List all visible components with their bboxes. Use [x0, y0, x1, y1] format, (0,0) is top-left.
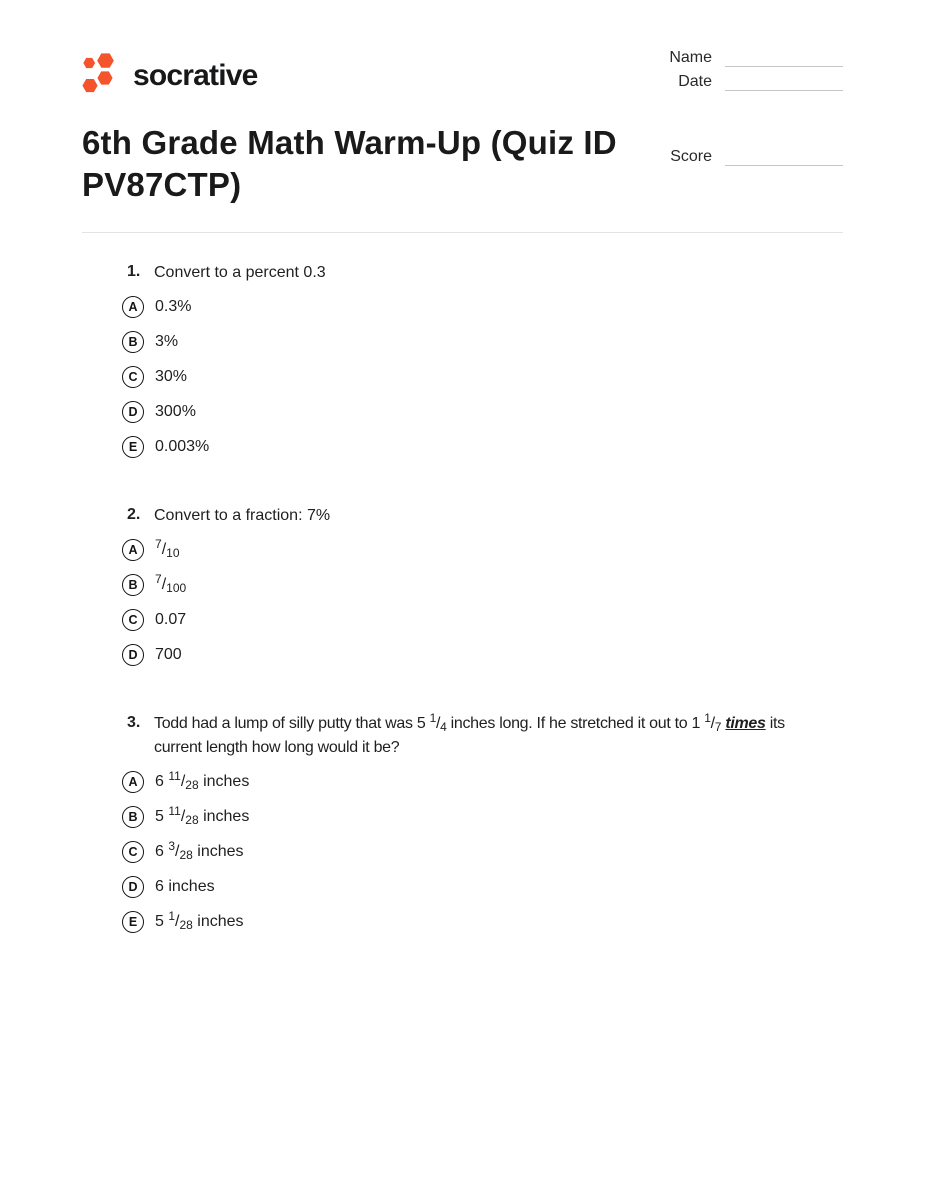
option-text: 5 $^{11}$/28 inches	[155, 804, 250, 828]
fraction: $^7$/10	[155, 537, 180, 561]
socrative-logo-icon	[82, 52, 122, 99]
option-bubble-C: C	[122, 366, 144, 388]
option-text: 700	[155, 646, 182, 664]
question-block	[122, 504, 843, 668]
answer-option	[122, 364, 843, 390]
option-text: 300%	[155, 403, 196, 421]
answer-option	[122, 874, 843, 900]
score-field	[670, 149, 843, 166]
answer-option	[122, 537, 843, 563]
name-blank-line	[725, 54, 843, 67]
answer-option	[122, 399, 843, 425]
answer-option	[122, 294, 843, 320]
question-block	[122, 712, 843, 935]
option-bubble-A: A	[122, 539, 144, 561]
option-bubble-B: B	[122, 806, 144, 828]
option-bubble-A: A	[122, 296, 144, 318]
fraction: $^{11}$/28	[168, 804, 199, 828]
answer-option	[122, 909, 843, 935]
answer-option	[122, 642, 843, 668]
question-text: Convert to a percent 0.3	[154, 264, 326, 282]
answer-option	[122, 769, 843, 795]
option-bubble-D: D	[122, 644, 144, 666]
score-field-wrap	[670, 149, 843, 173]
fraction: $^1$/4	[429, 711, 447, 735]
date-field	[678, 74, 843, 91]
option-bubble-A: A	[122, 771, 144, 793]
question-header	[127, 712, 843, 760]
name-date-fields	[669, 50, 843, 98]
name-label: Name	[669, 49, 712, 66]
answer-option	[122, 607, 843, 633]
question-number: 1.	[127, 263, 141, 281]
question-text: Todd had a lump of silly putty that was 5 $^1$/4 inches long. If he stretched it out to 1 $^1$/7 times its current length how long would it be?	[154, 711, 785, 757]
option-bubble-D: D	[122, 401, 144, 423]
date-blank-line	[725, 78, 843, 91]
date-label: Date	[678, 73, 712, 90]
question-number: 3.	[127, 714, 141, 732]
question-header	[127, 261, 843, 285]
emphasized-text: times	[725, 715, 766, 733]
fraction: $^7$/100	[155, 572, 187, 596]
fraction: $^1$/7	[704, 711, 722, 735]
option-bubble-C: C	[122, 841, 144, 863]
answer-option	[122, 329, 843, 355]
page-header	[82, 50, 843, 99]
option-text	[155, 537, 180, 561]
question-text: Convert to a fraction: 7%	[154, 507, 331, 525]
answer-option	[122, 434, 843, 460]
option-text	[155, 572, 187, 596]
option-text: 30%	[155, 368, 188, 386]
option-bubble-B: B	[122, 574, 144, 596]
fraction: $^{11}$/28	[168, 769, 199, 793]
divider	[82, 232, 843, 233]
option-text: 6 $^3$/28 inches	[155, 839, 244, 863]
fraction: $^3$/28	[168, 839, 193, 863]
brand-name: socrative	[133, 58, 258, 92]
score-label: Score	[670, 148, 712, 165]
option-bubble-C: C	[122, 609, 144, 631]
title-row	[82, 122, 843, 206]
option-text: 6 $^{11}$/28 inches	[155, 769, 250, 793]
question-header	[127, 504, 843, 528]
option-bubble-B: B	[122, 331, 144, 353]
option-bubble-D: D	[122, 876, 144, 898]
answer-option	[122, 572, 843, 598]
name-field	[669, 50, 843, 67]
option-text: 0.07	[155, 611, 187, 629]
question-block	[122, 261, 843, 460]
option-text: 0.003%	[155, 438, 210, 456]
option-bubble-E: E	[122, 436, 144, 458]
score-blank-line	[725, 153, 843, 166]
option-bubble-E: E	[122, 911, 144, 933]
option-text: 6 inches	[155, 878, 215, 896]
answer-option	[122, 804, 843, 830]
quiz-title: 6th Grade Math Warm-Up (Quiz ID PV87CTP)	[82, 124, 617, 204]
questions-list	[82, 261, 843, 935]
option-text: 5 $^1$/28 inches	[155, 909, 244, 933]
socrative-logo	[82, 52, 258, 99]
answer-option	[122, 839, 843, 865]
question-number: 2.	[127, 506, 141, 524]
option-text: 3%	[155, 333, 179, 351]
option-text: 0.3%	[155, 298, 192, 316]
fraction: $^1$/28	[168, 909, 193, 933]
